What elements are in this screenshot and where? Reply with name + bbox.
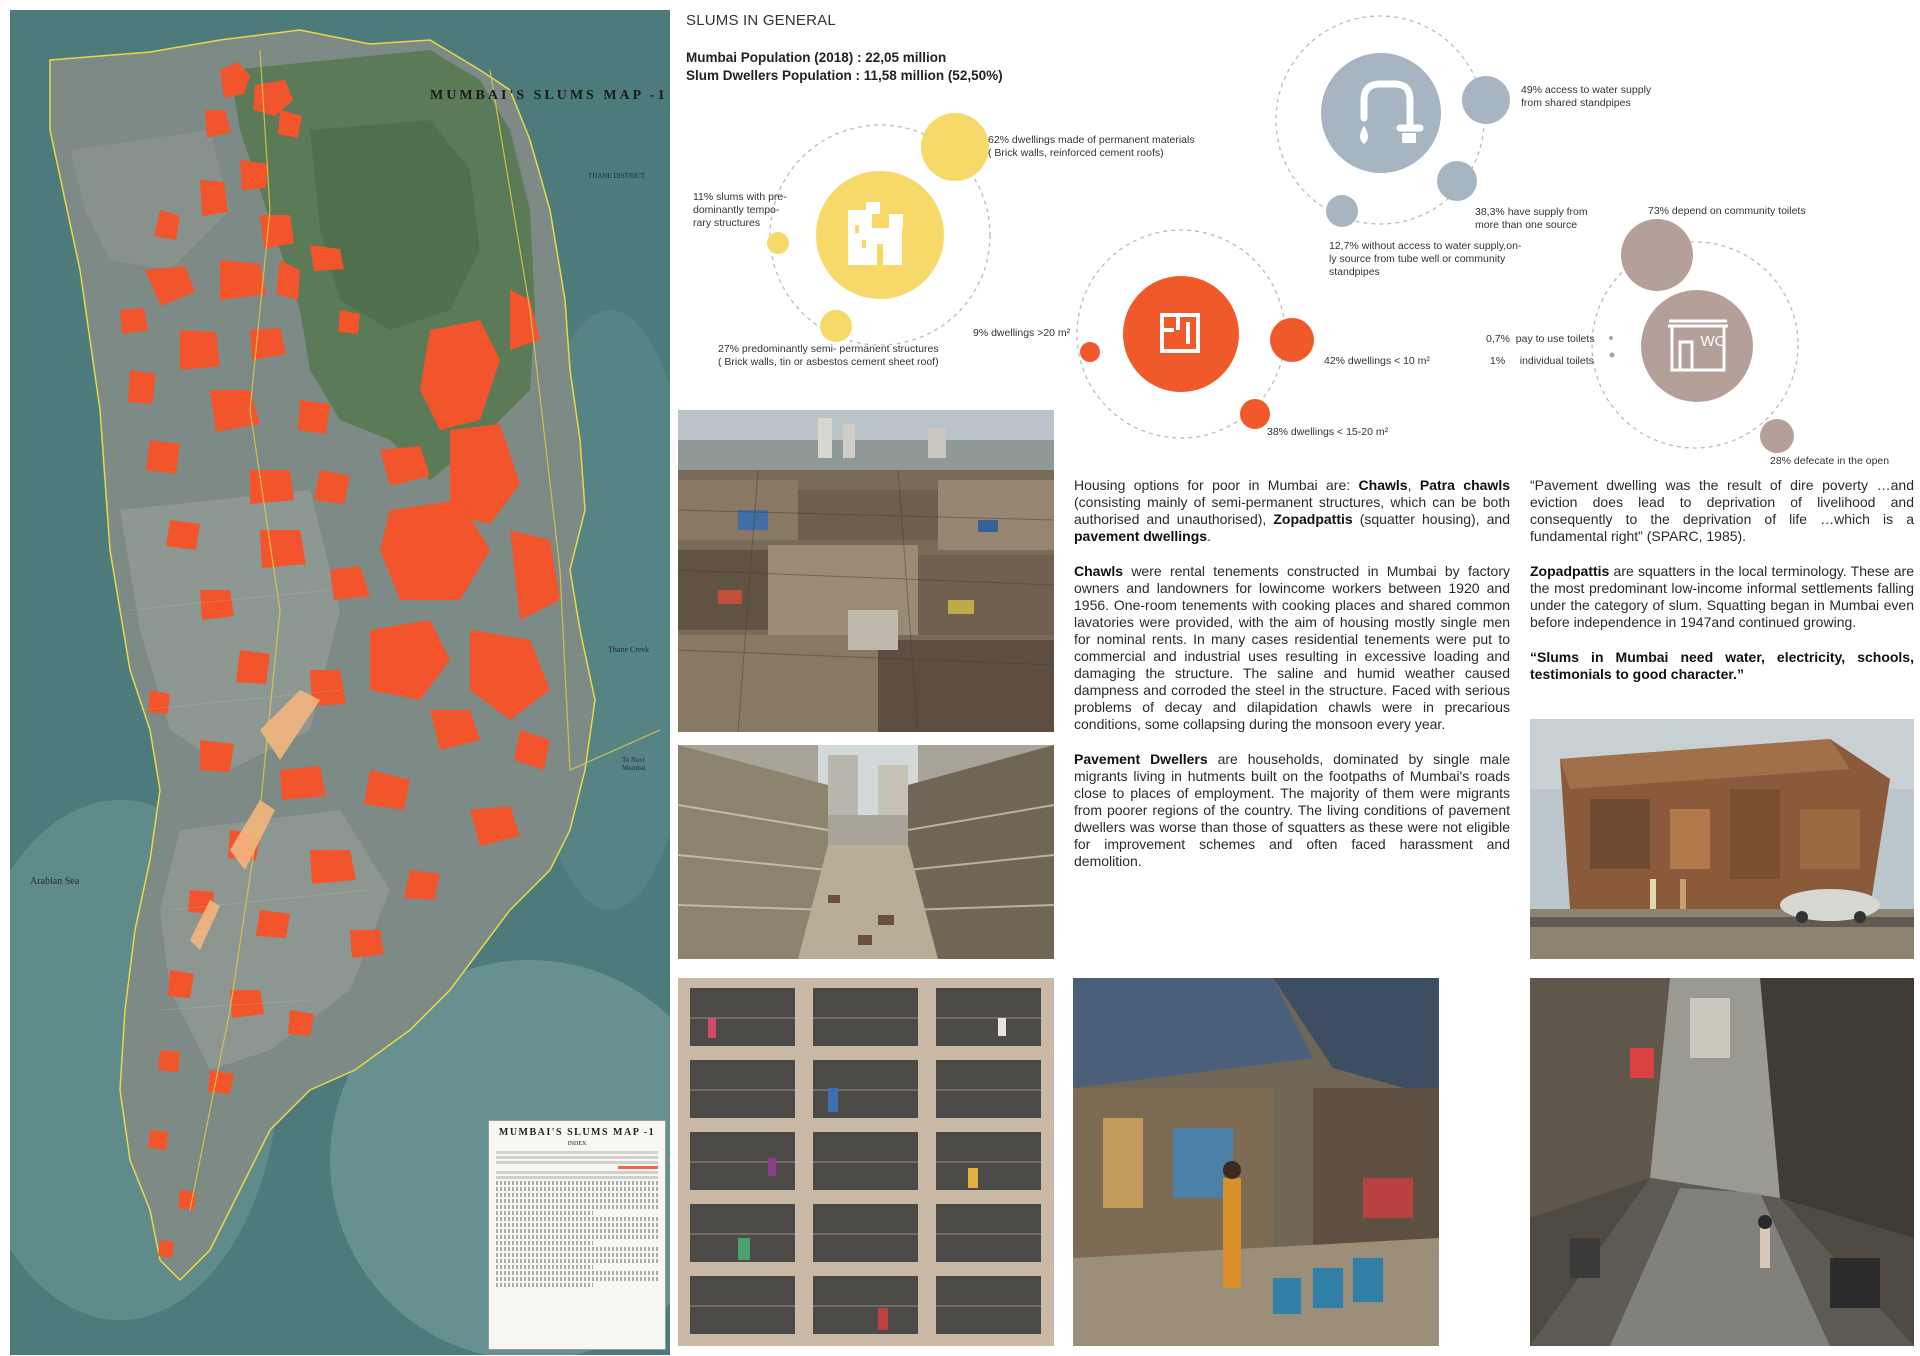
legend-text-line <box>496 1253 658 1257</box>
map-legend <box>488 1120 666 1350</box>
photo-apartment-facade <box>678 978 1054 1346</box>
label-toilets-pay: 0,7% pay to use toilets <box>1486 333 1595 345</box>
label-toilets-defecate: 28% defecate in the open <box>1770 455 1890 467</box>
intro-bold: pavement dwellings <box>1074 528 1208 544</box>
photo-aerial-slum <box>678 410 1054 732</box>
intro-bold: Chawls <box>1358 477 1408 493</box>
photo-shanty-roadside <box>1530 719 1914 959</box>
map-title: MUMBAI'S SLUMS MAP -1 <box>430 88 668 103</box>
map-label-thane-creek: Thane Creek <box>608 645 650 654</box>
label-line: 38,3% have supply from <box>1475 206 1588 218</box>
water-without-dot <box>1326 195 1358 227</box>
pavement-bold: Pavement Dwellers <box>1074 751 1208 767</box>
legend-row <box>496 1161 658 1164</box>
intro-text: . <box>1207 528 1211 544</box>
legend-text-line <box>496 1211 593 1215</box>
label-line: from shared standpipes <box>1521 97 1631 109</box>
legend-text-line <box>496 1223 658 1227</box>
zopadpattis-bold: Zopadpattis <box>1530 563 1610 579</box>
intro-bold: Zopadpattis <box>1273 511 1353 527</box>
map-label-arabian-sea: Arabian Sea <box>30 876 80 887</box>
intro-paragraph <box>1074 477 1510 545</box>
label-line: 11% slums with pre- <box>693 191 787 203</box>
structures-semi-dot <box>820 310 852 342</box>
chawls-bold: Chawls <box>1074 563 1124 579</box>
legend-text-line <box>496 1205 658 1209</box>
label-temporary <box>693 191 808 230</box>
label-line: 62% dwellings made of permanent materials <box>988 134 1195 146</box>
legend-row <box>618 1166 659 1169</box>
water-multi-dot <box>1437 161 1477 201</box>
map-label-to-navi-mumbai: To Navi Mumbai <box>622 756 646 772</box>
zopadpattis-text: are squatters in the local terminology. These are the most predominant low-income informal settlements falling under the category of slum. Squatting began in Mumbai even before independence in 1947and continued growing. <box>1530 563 1914 630</box>
legend-text-line <box>496 1241 593 1245</box>
slum-population: Slum Dwellers Population : 11,58 million (52,50%) <box>686 68 1003 83</box>
label-line: dominantly tempo- <box>693 204 780 216</box>
slogan <box>1530 649 1914 683</box>
legend-text-line <box>496 1247 658 1251</box>
label-water-multi <box>1475 206 1655 232</box>
legend-text-line <box>496 1265 593 1269</box>
legend-text-line <box>496 1271 658 1275</box>
water-main-circle <box>1321 53 1441 173</box>
label-line: 27% predominantly semi- permanent structures <box>718 343 939 355</box>
label-line: 12,7% without access to water supply,on- <box>1329 240 1522 252</box>
pavement-paragraph <box>1074 751 1510 870</box>
label-line: ( Brick walls, tin or asbestos cement sheet roof) <box>718 356 939 368</box>
intro-text: (squatter housing), and <box>1352 511 1510 527</box>
photo-flooded-lane <box>1530 978 1914 1346</box>
label-dwellings-15-20: 38% dwellings < 15-20 m² <box>1267 426 1389 438</box>
dwellings-15-20-dot <box>1240 399 1270 429</box>
legend-row <box>496 1176 658 1179</box>
intro-text: Housing options for poor in Mumbai are: <box>1074 477 1359 493</box>
label-line: ( Brick walls, reinforced cement roofs) <box>988 147 1164 159</box>
map-label-thane-district: THANE DISTRICT <box>588 172 645 180</box>
infographics <box>0 0 1920 470</box>
photo-hut-lane <box>1073 978 1439 1346</box>
intro-bold: Patra chawls <box>1419 477 1510 493</box>
water-shared-dot <box>1462 76 1510 124</box>
label-permanent <box>988 134 1248 160</box>
legend-row <box>496 1156 658 1159</box>
legend-text-line <box>496 1283 593 1287</box>
pavement-text: are households, dominated by single male migrants living in hutments built on the footpaths of Mumbai's roads close to places of employment. The majority of them were migrants from poorer regions of the country. The living conditions of pavement dwellers was worse than those of squatters as these were not eligible for improvement schemes and often faced harassment and demolition. <box>1074 751 1510 869</box>
legend-text-line <box>496 1229 658 1233</box>
structures-permanent-dot <box>921 113 989 181</box>
legend-text-line <box>496 1193 658 1197</box>
legend-title: MUMBAI'S SLUMS MAP -1 <box>498 1127 656 1138</box>
label-dwellings-under10: 42% dwellings < 10 m² <box>1324 355 1430 367</box>
dwellings-main-circle <box>1123 276 1239 392</box>
legend-text-line <box>496 1199 658 1203</box>
toilets-pay-dot <box>1609 336 1613 340</box>
structures-temporary-dot <box>767 232 789 254</box>
label-toilets-community: 73% depend on community toilets <box>1648 205 1806 217</box>
legend-text-line <box>496 1187 658 1191</box>
wc-label: WC <box>1700 333 1726 350</box>
legend-row <box>496 1151 658 1154</box>
legend-text-line <box>496 1217 658 1221</box>
slogan-text: “Slums in Mumbai need water, electricity, schools, testimonials to good character.” <box>1530 649 1914 682</box>
label-semi-permanent <box>718 343 1018 369</box>
photo-chawl-courtyard <box>678 745 1054 959</box>
label-line: ly source from tube well or community <box>1329 253 1506 265</box>
label-toilets-individual: 1% individual toilets <box>1490 355 1594 367</box>
label-dwellings-over20: 9% dwellings >20 m² <box>973 327 1071 339</box>
text-column-middle <box>1074 477 1510 888</box>
label-water-without <box>1329 240 1559 279</box>
dwellings-under10-dot <box>1270 318 1314 362</box>
infographic-circles <box>0 0 1920 470</box>
label-water-shared <box>1521 84 1721 110</box>
label-line: more than one source <box>1475 219 1578 231</box>
toilets-individual-dot <box>1610 353 1615 358</box>
legend-subtitle: INDEX <box>567 1141 587 1147</box>
intro-text: (consisting mainly of semi-permanent structures, which can be both authorised and unauthorised), <box>1074 494 1510 527</box>
legend-text-line <box>496 1277 658 1281</box>
legend-row <box>496 1171 658 1174</box>
label-line: rary structures <box>693 217 761 229</box>
text-column-right <box>1530 477 1914 701</box>
legend-text-line <box>496 1235 658 1239</box>
section-title: SLUMS IN GENERAL <box>686 12 836 29</box>
toilets-main-circle <box>1641 290 1753 402</box>
zopadpattis-paragraph <box>1530 563 1914 631</box>
intro-text: , <box>1407 477 1420 493</box>
legend-text-line <box>496 1181 658 1185</box>
mumbai-population: Mumbai Population (2018) : 22,05 million <box>686 50 947 65</box>
sparc-quote: “Pavement dwelling was the result of dire poverty …and eviction does lead to deprivation of livelihood and consequently to the deprivation of life …which is a fundamental right” (SPARC, 1985). <box>1530 477 1914 544</box>
legend-text-line <box>496 1259 658 1263</box>
chawls-text: were rental tenements constructed in Mumbai by factory owners and landowners for lowincome workers between 1920 and 1956. One-room tenements with cooking places and shared common lavatories were provided, with the aim of housing mostly single men for nominal rents. In many cases residential tenements were put to commercial and industrial uses resulting in excessive loading and damaging the structure. The saline and humid weather caused dampness and corroded the steel in the structure. Faced with serious problems of decay and dilapidation chawls were in precarious conditions, some collapsing during the monsoon every year. <box>1074 563 1510 732</box>
chawls-paragraph <box>1074 563 1510 733</box>
label-line: standpipes <box>1329 266 1380 278</box>
dwellings-over20-dot <box>1080 342 1100 362</box>
label-line: 49% access to water supply <box>1521 84 1652 96</box>
toilets-defecate-dot <box>1760 419 1794 453</box>
